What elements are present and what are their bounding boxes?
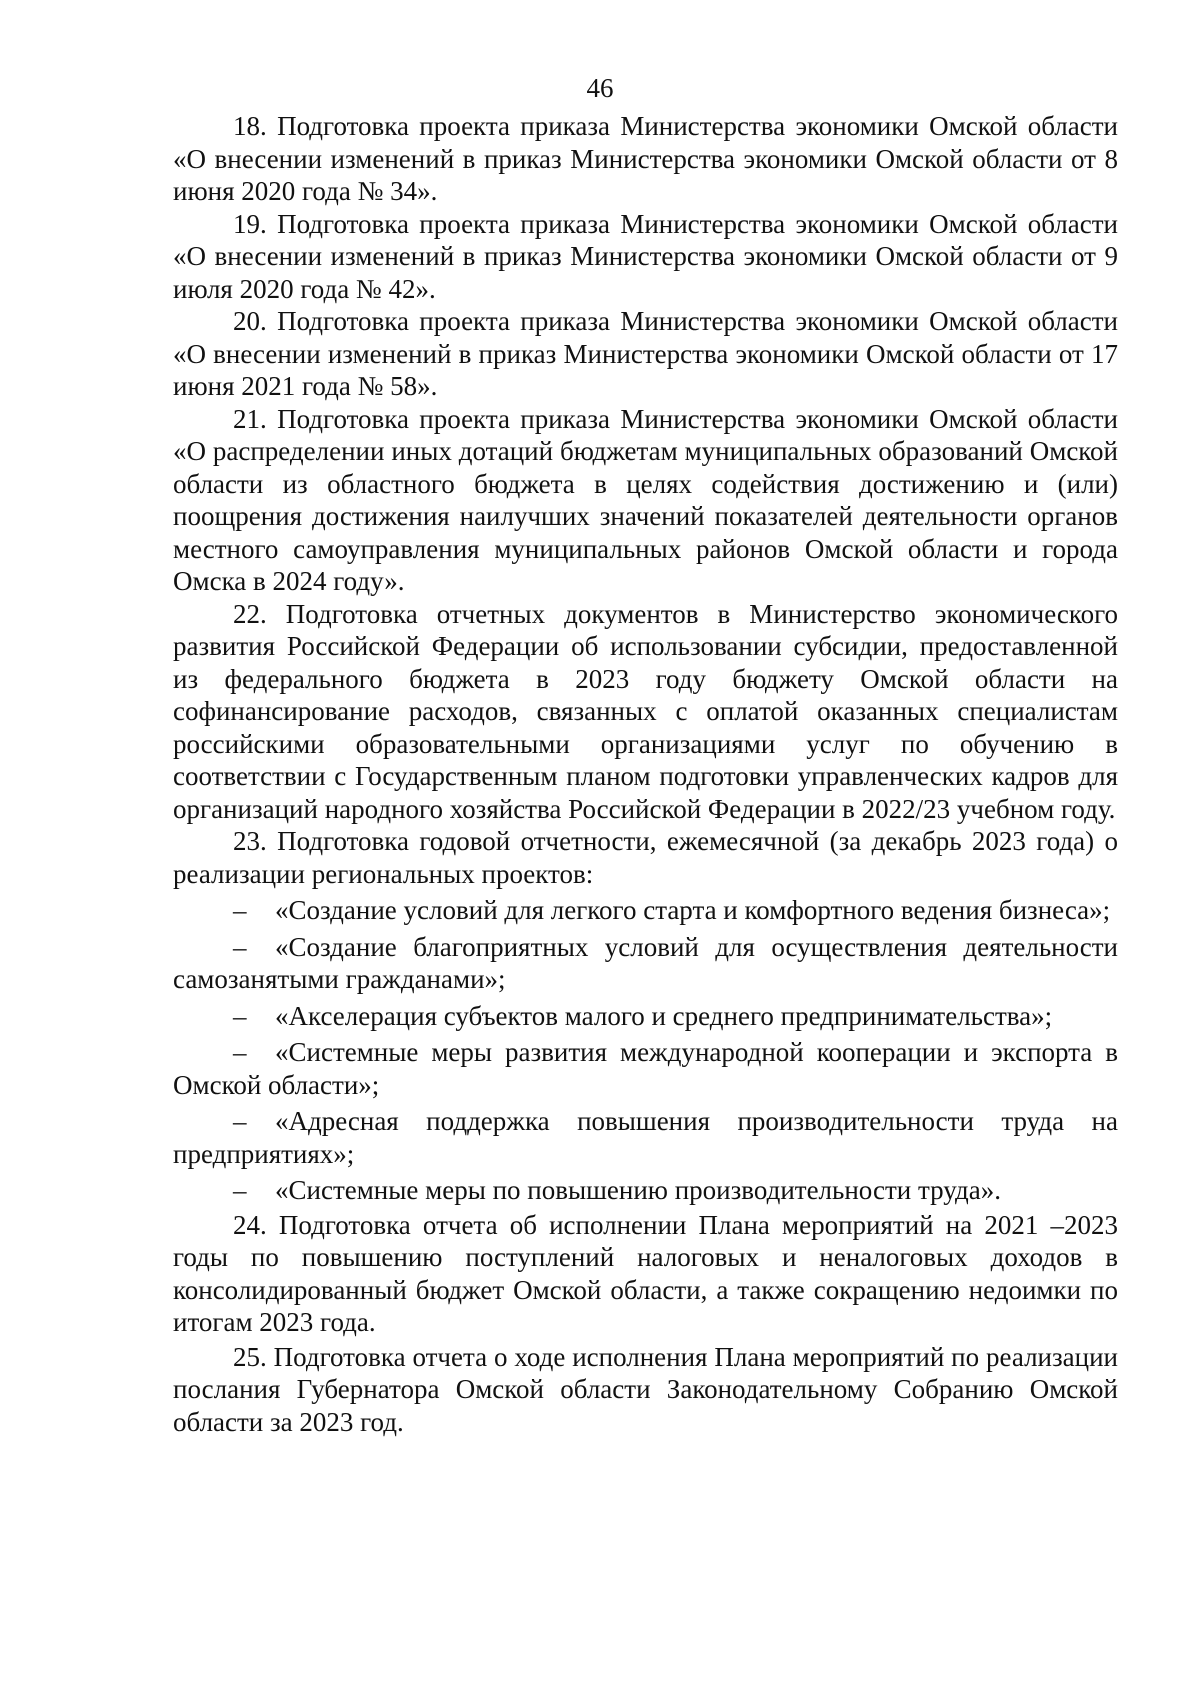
bullet-text: «Адресная поддержка повышения производительности труда на предприятиях»; — [173, 1106, 1118, 1169]
bullet-text: «Создание условий для легкого старта и комфортного ведения бизнеса»; — [275, 895, 1111, 925]
page-number: 46 — [586, 73, 614, 103]
bullet-text: «Акселерация субъектов малого и среднего предпринимательства»; — [275, 1000, 1053, 1031]
paragraph-item-20: 20. Подготовка проекта приказа Министерства экономики Омской области «О внесении изменений в приказ Министерства экономики Омской области от 17 июня 2021 года № 58». — [173, 306, 1118, 401]
bullet-dash: – — [233, 1106, 247, 1136]
paragraph-item-24: 24. Подготовка отчета об исполнении Плана мероприятий на 2021 –2023 годы по повышению поступлений налоговых и неналоговых доходов в консолидированный бюджет Омской области, а также сокращению недоимки по итогам 2023 года. — [173, 1209, 1118, 1337]
paragraph-item-23: 23. Подготовка годовой отчетности, ежемесячной (за декабрь 2023 года) о реализации региональных проектов: — [173, 826, 1118, 889]
bullet-dash: – — [233, 931, 247, 962]
list-item — [173, 1036, 1118, 1101]
list-item — [173, 894, 1118, 927]
list-item — [173, 931, 1118, 996]
paragraph-item-22: 22. Подготовка отчетных документов в Министерство экономического развития Российской Федерации об использовании субсидии, предоставленной из федерального бюджета в 2023 году бюджету Омской области на софинансирование расходов, связанных с оплатой оказанных специалистам российскими образовательными организациями услуг по обучению в соответствии с Государственным планом подготовки управленческих кадров для организаций народного хозяйства Российской Федерации в 2022/23 учебном году. — [173, 598, 1118, 824]
paragraph-item-19: 19. Подготовка проекта приказа Министерства экономики Омской области «О внесении изменений в приказ Министерства экономики Омской области от 9 июля 2020 года № 42». — [173, 208, 1118, 304]
list-item — [173, 1000, 1118, 1033]
bullet-dash: – — [233, 895, 247, 925]
paragraph-item-25: 25. Подготовка отчета о ходе исполнения Плана мероприятий по реализации послания Губернатора Омской области Законодательному Собранию Омской области за 2023 год. — [173, 1341, 1118, 1437]
list-item — [173, 1105, 1118, 1170]
list-item — [173, 1174, 1118, 1207]
bullet-text: «Создание благоприятных условий для осуществления деятельности самозанятыми гражданами»; — [173, 931, 1118, 994]
bullet-text: «Системные меры развития международной кооперации и экспорта в Омской области»; — [173, 1037, 1118, 1100]
bullet-dash: – — [233, 1037, 247, 1067]
paragraph-item-21: 21. Подготовка проекта приказа Министерства экономики Омской области «О распределении иных дотаций бюджетам муниципальных образований Омской области из областного бюджета в целях содействия достижению и (или) поощрения достижения наилучших значений показателей деятельности органов местного самоуправления муниципальных районов Омской области и города Омска в 2024 году». — [173, 403, 1118, 596]
paragraph-item-18: 18. Подготовка проекта приказа Министерства экономики Омской области «О внесении изменений в приказ Министерства экономики Омской области от 8 июня 2020 года № 34». — [173, 111, 1118, 206]
bullet-dash: – — [233, 1175, 247, 1205]
bullet-dash: – — [233, 1000, 247, 1031]
document-body — [173, 110, 1118, 1438]
bullet-text: «Системные меры по повышению производительности труда». — [275, 1175, 1001, 1205]
